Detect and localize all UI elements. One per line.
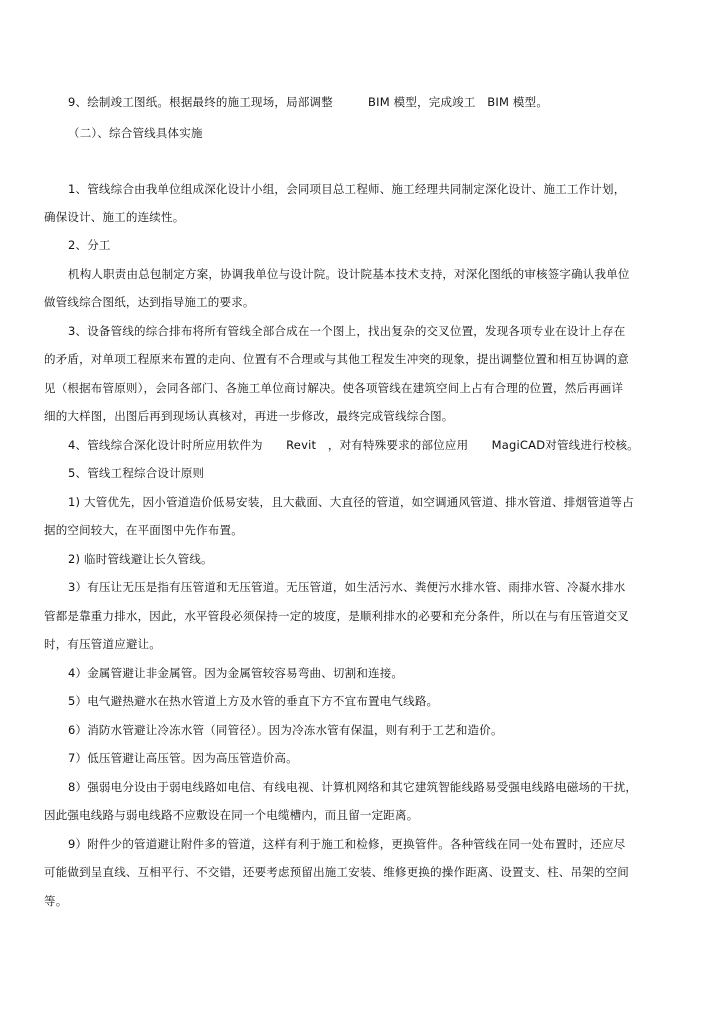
text-line: 4、管线综合深化设计时所应用软件为 Revit ，对有特殊要求的部位应用 MagiCAD对管线进行校核。	[68, 438, 639, 452]
text-line: 2、分工	[68, 238, 111, 252]
text-line: 6）消防水管避让冷冻水管（同管径）。因为冷冻水管有保温，则有利于工艺和造价。	[68, 723, 503, 737]
text-line: 时，有压管道应避让。	[44, 637, 161, 651]
text-line: 管都是靠重力排水，因此，水平管段必须保持一定的坡度，是顺利排水的必要和充分条件，所以在与有压管道交叉	[44, 609, 629, 623]
text-line: 可能做到呈直线、互相平行、不交错，还要考虑预留出施工安装、维修更换的操作距离、设置支、柱、吊架的空间	[44, 865, 629, 879]
text-line: 3）有压让无压是指有压管道和无压管道。无压管道，如生活污水、粪便污水排水管、雨排水管、冷凝水排水	[68, 580, 626, 594]
text-line: 9、绘制竣工图纸。根据最终的施工现场，局部调整 BIM 模型，完成竣工 BIM 模型。	[68, 95, 549, 109]
text-line: 见（根据布管原则），会同各部门、各施工单位商讨解决。使各项管线在建筑空间上占有合理的位置，然后再画详	[44, 381, 624, 395]
text-line: 5）电气避热避水在热水管道上方及水管的垂直下方不宜布置电气线路。	[68, 694, 439, 708]
text-line: 因此强电线路与弱电线路不应敷设在同一个电缆槽内，而且留一定距离。	[44, 808, 419, 822]
text-line: 2) 临时管线避让长久管线。	[68, 552, 213, 566]
text-line: 1、管线综合由我单位组成深化设计小组，会同项目总工程师、施工经理共同制定深化设计、施工工作计划，	[68, 182, 626, 196]
section-heading: （二）、综合管线具体实施	[68, 126, 203, 140]
text-line: 3、设备管线的综合排布将所有管线全部合成在一个图上，找出复杂的交叉位置，发现各项专业在设计上存在	[68, 324, 626, 338]
text-line: 8）强弱电分设由于弱电线路如电信、有线电视、计算机网络和其它建筑智能线路易受强电线路电磁场的干扰，	[68, 780, 638, 794]
text-line: 确保设计、施工的连续性。	[44, 210, 185, 224]
text-line: 7）低压管避让高压管。因为高压管造价高。	[68, 751, 298, 765]
text-line: 1) 大管优先，因小管道造价低易安装，且大截面、大直径的管道，如空调通风管道、排水管道、排烟管道等占	[68, 495, 634, 509]
text-line: 机构人职责由总包制定方案，协调我单位与设计院。设计院基本技术支持，对深化图纸的审核签字确认我单位	[68, 267, 630, 281]
text-line: 等。	[44, 894, 68, 908]
text-line: 的矛盾，对单项工程原来布置的走向、位置有不合理或与其他工程发生冲突的现象，提出调整位置和相互协调的意	[44, 352, 629, 366]
text-line: 9）附件少的管道避让附件多的管道，这样有利于施工和检修，更换管件。各种管线在同一处布置时，还应尽	[68, 837, 626, 851]
text-line: 做管线综合图纸，达到指导施工的要求。	[44, 295, 255, 309]
text-line: 5、管线工程综合设计原则	[68, 466, 205, 480]
text-line: 细的大样图，出图后再到现场认真核对，再进一步修改，最终完成管线综合图。	[44, 409, 454, 423]
text-line: 4）金属管避让非金属管。因为金属管较容易弯曲、切割和连接。	[68, 666, 404, 680]
text-line: 据的空间较大，在平面图中先作布置。	[44, 523, 243, 537]
